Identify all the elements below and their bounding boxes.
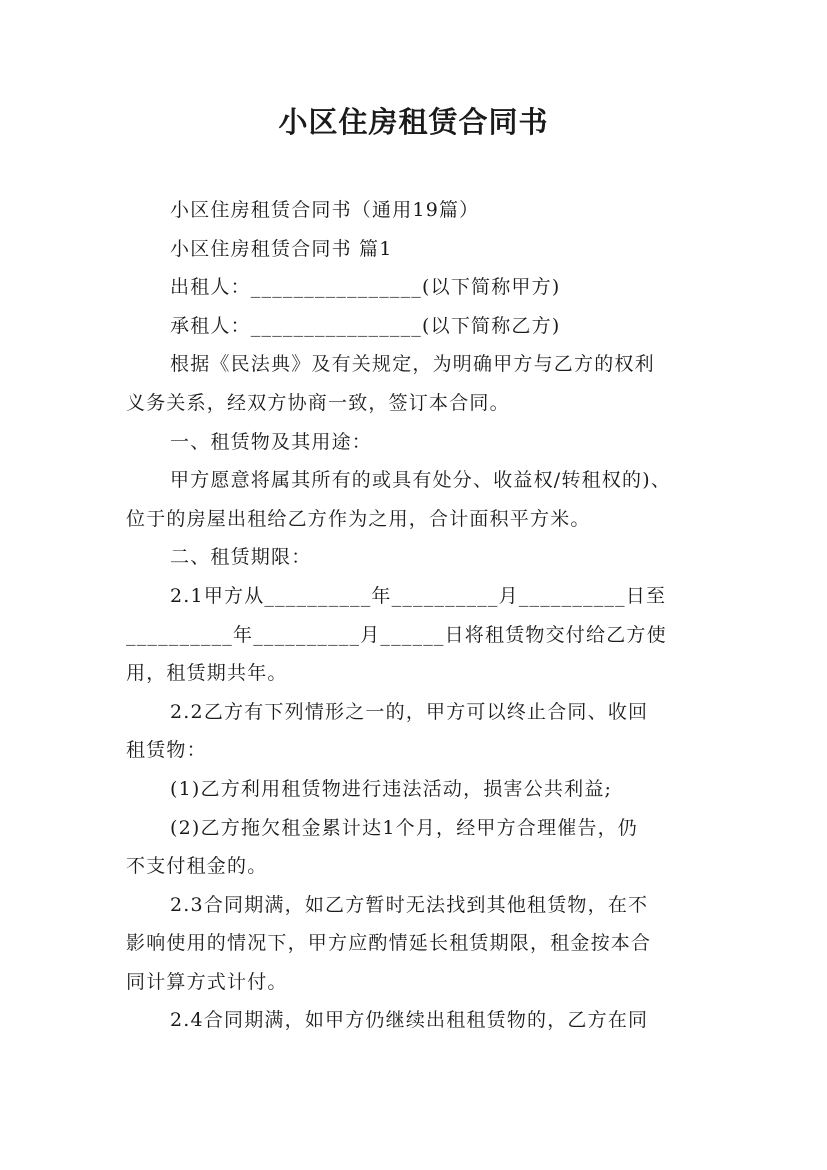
text-line: 义务关系，经双方协商一致，签订本合同。	[126, 391, 510, 414]
text-line: 位于的房屋出租给乙方作为之用，合计面积平方米。	[126, 507, 591, 530]
text-line: 二、租赁期限：	[170, 546, 312, 569]
text-line: 同计算方式计付。	[126, 970, 288, 993]
text-line: 一、租赁物及其用途：	[170, 430, 373, 453]
document-title: 小区住房租赁合同书	[278, 105, 549, 139]
text-line: 甲方愿意将属其所有的或具有处分、收益权/转租权的)、	[170, 469, 672, 492]
text-line: 承租人：________________(以下简称乙方)	[170, 314, 561, 337]
text-line: 2.2乙方有下列情形之一的，甲方可以终止合同、收回	[170, 700, 649, 723]
text-line: 影响使用的情况下，甲方应酌情延长租赁期限，租金按本合	[126, 932, 652, 955]
text-line: 不支付租金的。	[126, 855, 268, 878]
text-line: 出租人：________________(以下简称甲方)	[170, 276, 561, 299]
text-line: 2.4合同期满，如甲方仍继续出租租赁物的，乙方在同	[170, 1009, 649, 1032]
text-line: 根据《民法典》及有关规定，为明确甲方与乙方的权利	[170, 353, 655, 376]
text-line: 2.3合同期满，如乙方暂时无法找到其他租赁物，在不	[170, 893, 649, 916]
text-line: 小区住房租赁合同书（通用19篇）	[170, 199, 480, 221]
text-line: (1)乙方利用租赁物进行违法活动，损害公共利益;	[170, 777, 613, 800]
text-line: 用，租赁期共年。	[126, 662, 288, 685]
text-line: (2)乙方拖欠租金累计达1个月，经甲方合理催告，仍	[170, 816, 639, 839]
text-line: 小区住房租赁合同书 篇1	[170, 237, 393, 260]
text-line: 2.1甲方从__________年__________月__________日至	[170, 584, 667, 607]
text-line: 租赁物：	[126, 739, 207, 762]
text-line: __________年__________月______日将租赁物交付给乙方使	[126, 623, 667, 646]
document-body	[126, 191, 706, 1040]
